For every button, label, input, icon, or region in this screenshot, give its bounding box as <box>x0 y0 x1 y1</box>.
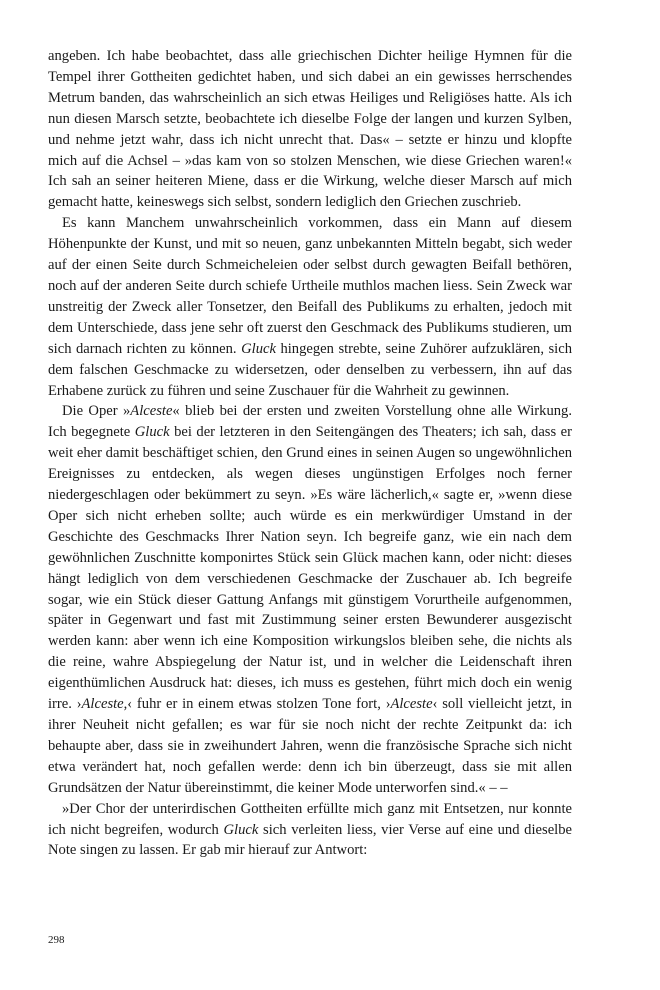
paragraph-3 <box>48 401 572 798</box>
text-run: angeben. Ich habe beobachtet, dass alle griechischen Dichter heilige Hymnen für die Tempel ihrer Gottheiten gedichtet haben, und sich dabei an ein gewisses herrschendes Metrum banden, das wahrscheinlich an sich etwas Heiliges und Religiöses hatte. Als ich nun diesen Marsch setzte, beobachtete ich dieselbe Folge der langen und kurzen Sylben, und nehme jetzt wahr, dass ich nicht unrecht that. Das« – setzte er hinzu und klopfte mich auf die Achsel – »das kam von so stolzen Menschen, wie diese Griechen waren!« Ich sah an seiner heiteren Miene, dass er die Wirkung, welche dieser Marsch auf mich gemacht hatte, keineswegs sich selbst, sondern lediglich den Griechen zuschrieb. <box>48 48 572 211</box>
text-run: hingegen strebte, seine Zuhörer aufzuklären, sich dem falschen Geschmacke zu widersetzen, oder denselben zu verbessern, ihn auf das Erhabene zurück zu führen und seine Zuschauer für die Wahrheit zu gewinnen. <box>48 340 572 399</box>
page-body <box>48 46 572 861</box>
text-run: « blieb bei der ersten und zweiten Vorstellung ohne alle Wirkung. Ich begegnete <box>48 403 572 441</box>
italic-run: Alceste <box>390 696 433 713</box>
paragraph-4 <box>48 799 572 862</box>
paragraph-1 <box>48 46 572 213</box>
paragraph-2 <box>48 213 572 401</box>
text-run: ‹ soll vielleicht jetzt, in ihrer Neuheit nicht gefallen; es war für sie noch nicht der rechte Zeitpunkt da: ich behaupte aber, dass sie in zweihundert Jahren, wenn die französische Sprache sich nicht etwa verändert hat, noch gefallen werde: denn ich bin überzeugt, dass sie mit allen Grundsätzen der Natur übereinstimmt, die keiner Mode unterworfen sind.« – – <box>48 696 572 796</box>
italic-run: Gluck <box>134 424 170 441</box>
italic-run: Alceste <box>130 403 173 420</box>
page-number: 298 <box>48 934 65 946</box>
italic-run: Alceste <box>81 696 124 713</box>
text-run: ,‹ fuhr er in einem etwas stolzen Tone fort, › <box>123 696 391 713</box>
text-run: »Der Chor der unterirdischen Gottheiten erfüllte mich ganz mit Entsetzen, nur konnte ich nicht begreifen, wodurch <box>48 800 572 838</box>
text-run: Die Oper » <box>62 403 131 420</box>
italic-run: Gluck <box>223 821 259 838</box>
text-run: Es kann Manchem unwahrscheinlich vorkommen, dass ein Mann auf diesem Höhenpunkte der Kunst, und mit so neuen, ganz unbekannten Mitteln begabt, sich weder auf der einen Seite durch Schmeicheleien oder selbst durch gewagten Beifall bethören, noch auf der anderen Seite durch schiefe Urtheile muthlos machen liess. Sein Zweck war unstreitig der Zweck aller Tonsetzer, den Beifall des Publikums zu erhalten, jedoch mit dem Unterschiede, dass jene sehr oft zuerst den Geschmack des Publikums studieren, um sich darnach richten zu können. <box>48 215 572 357</box>
italic-run: Gluck <box>241 340 276 357</box>
text-run: bei der letzteren in den Seitengängen des Theaters; ich sah, dass er weit eher damit beschäftiget schien, den Grund eines in seinen Augen so ungewöhnlichen Ereignisses zu entdecken, als wegen dieses ungünstigen Erfolges noch ferner niedergeschlagen oder bekümmert zu seyn. »Es wäre lächerlich,« sagte er, »wenn diese Oper sich nicht erheben sollte; auch würde es ein merkwürdiger Umstand in der Geschichte des Geschmacks Ihrer Nation seyn. Ich begreife ganz, wie ein nach dem gewöhnlichen Zuschnitte komponirtes Stück sein Glück machen kann, oder nicht: dieses hängt lediglich von dem verschiedenen Geschmacke der Zuschauer ab. Ich begreife sogar, wie ein Stück dieser Gattung Anfangs mit günstigem Vorurtheile aufgenommen, später in Gegenwart und fast mit Zustimmung seiner ersten Bewunderer ausgezischt werden kann: aber wenn ich eine Komposition wirkungslos bleiben sehe, die nichts als die reine, wahre Abspiegelung der Natur ist, und in welcher die Leidenschaft ihren eigenthümlichen Ausdruck hat: dieses, ich muss es gestehen, führt mich doch ein wenig irre. › <box>48 424 572 713</box>
text-run: sich verleiten liess, vier Verse auf eine und dieselbe Note singen zu lassen. Er gab mir hierauf zur Antwort: <box>48 821 572 859</box>
